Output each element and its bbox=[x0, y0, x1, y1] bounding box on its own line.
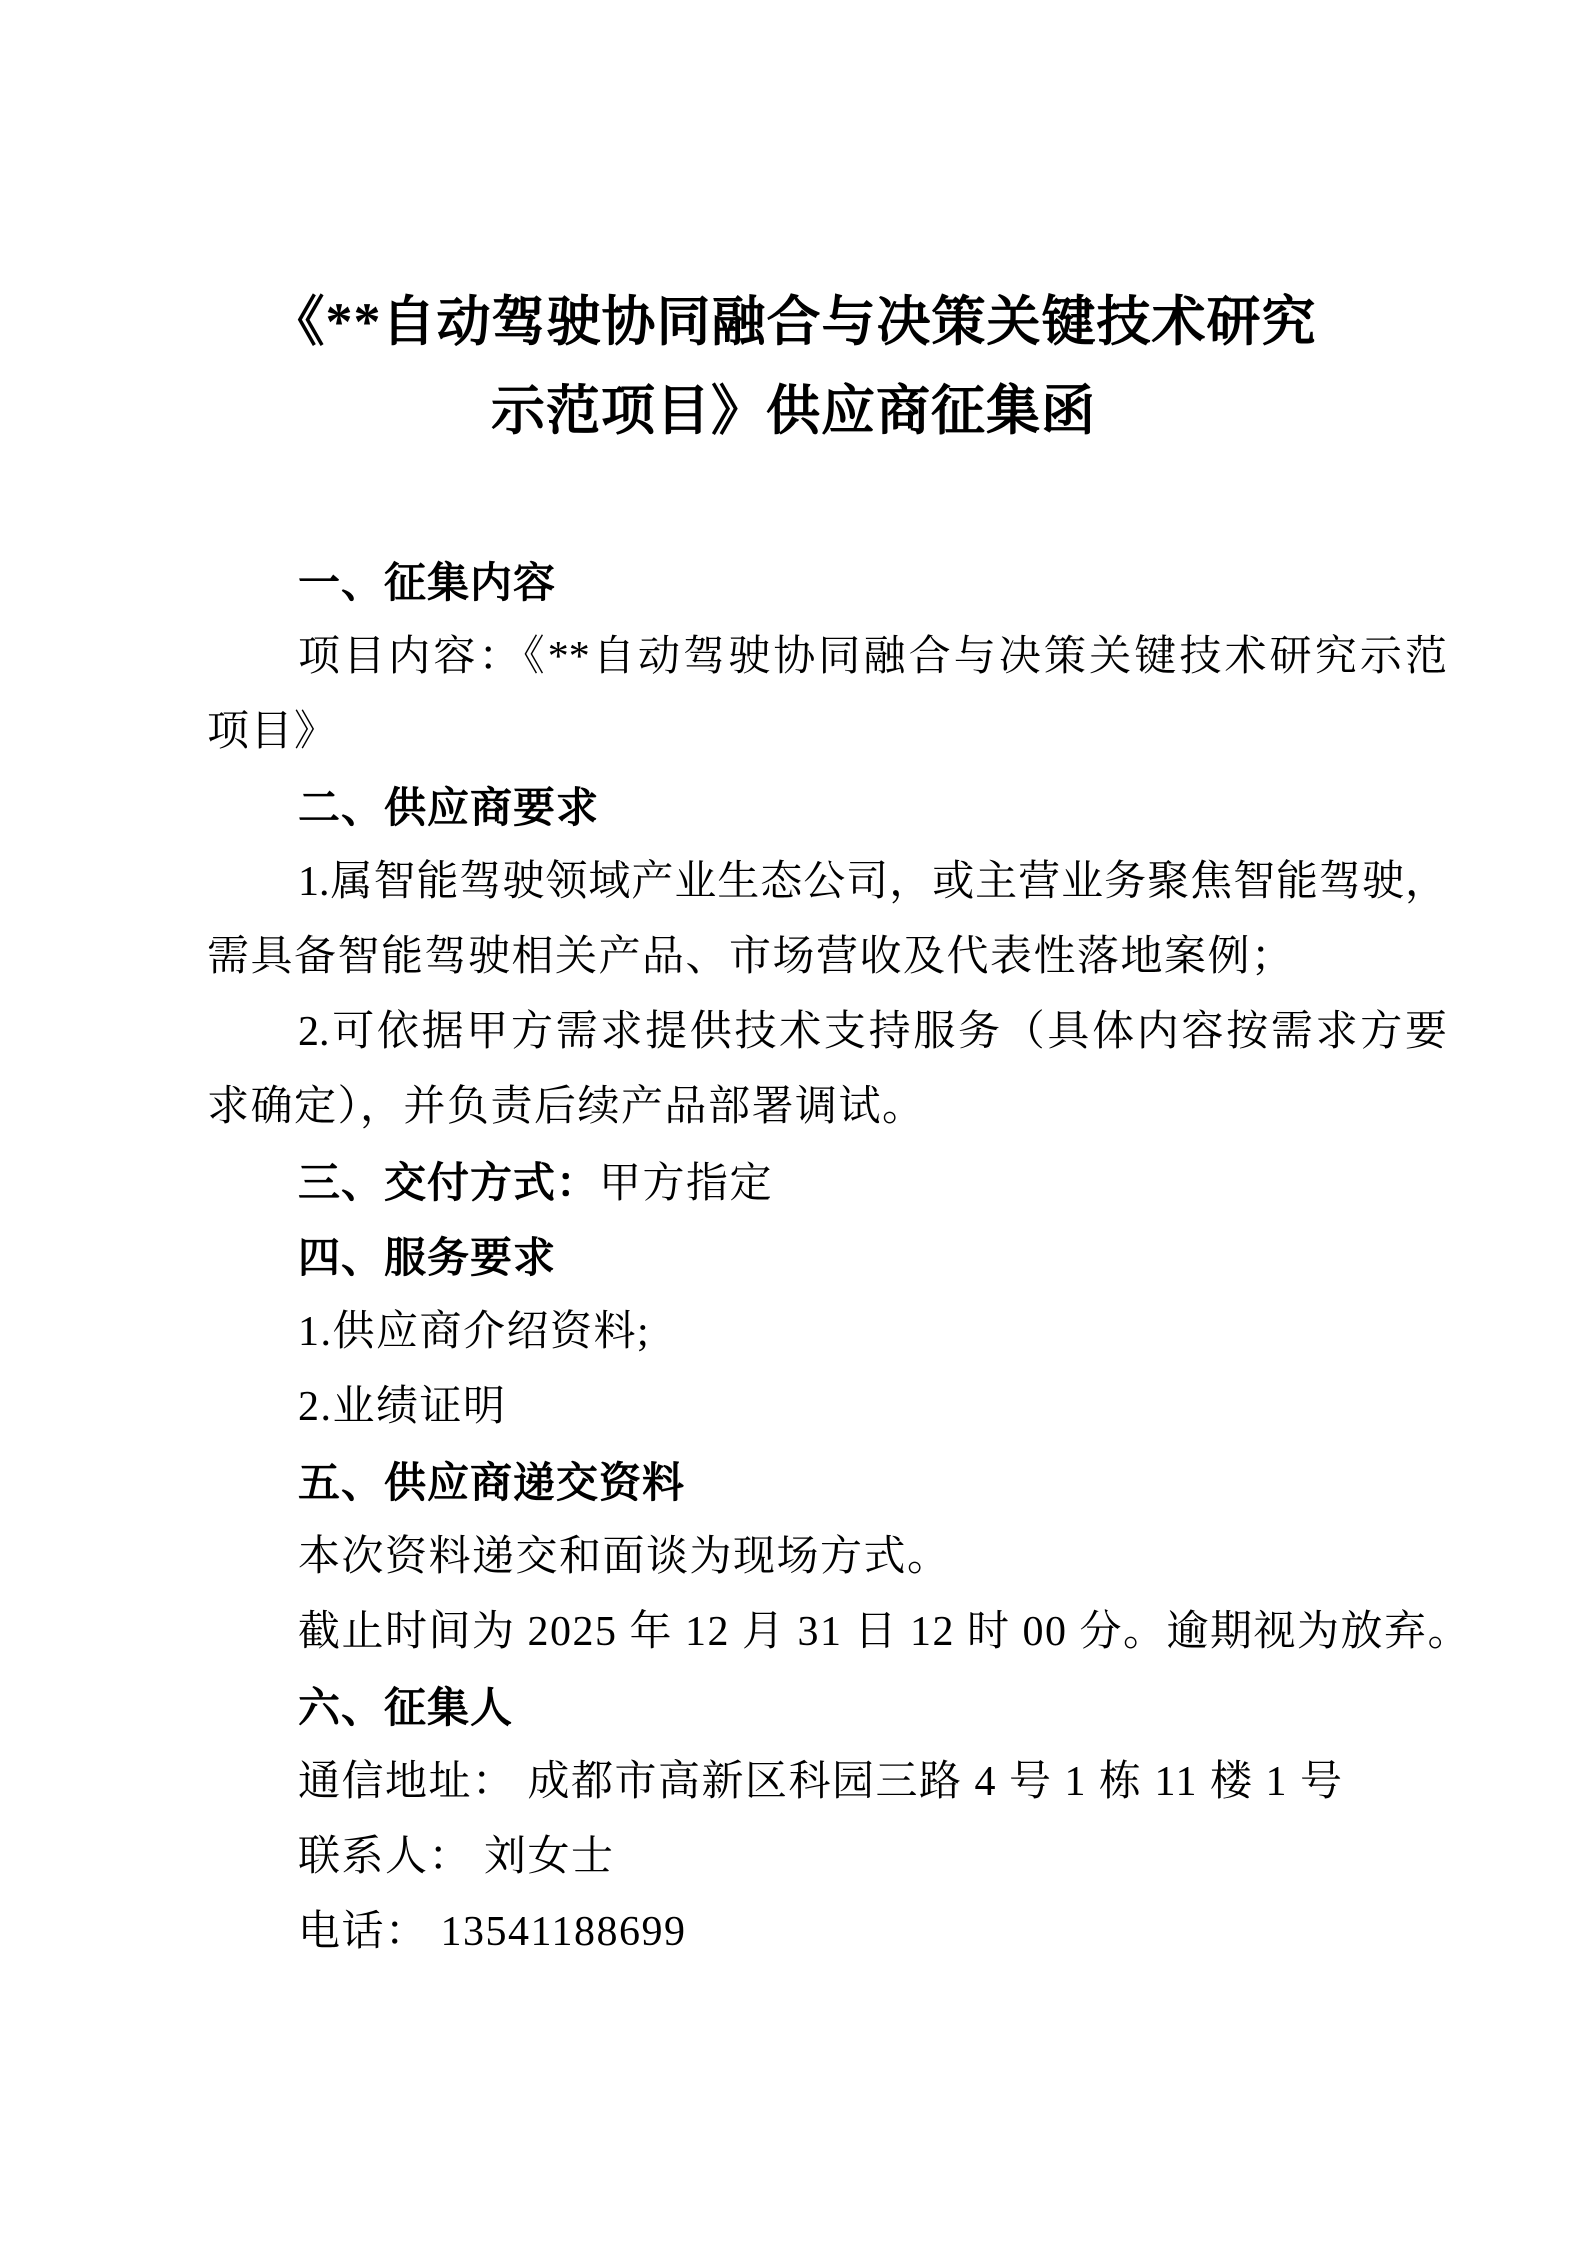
para-contact-person: 联系人： 刘女士 bbox=[298, 1834, 615, 1880]
para-requirement-1-cont: 需具备智能驾驶相关产品、市场营收及代表性落地案例； bbox=[207, 934, 1295, 980]
para-service-item-1: 1.供应商介绍资料; bbox=[298, 1309, 651, 1355]
para-deadline: 截止时间为 2025 年 12 月 31 日 12 时 00 分。逾期视为放弃。 bbox=[298, 1609, 1472, 1655]
para-submission-method: 本次资料递交和面谈为现场方式。 bbox=[298, 1534, 951, 1580]
para-mailing-address: 通信地址： 成都市高新区科园三路 4 号 1 栋 11 楼 1 号 bbox=[298, 1759, 1344, 1805]
document-title bbox=[0, 278, 1587, 456]
para-phone: 电话： 13541188699 bbox=[298, 1909, 687, 1955]
heading-service-requirements: 四、服务要求 bbox=[298, 1234, 557, 1281]
para-requirement-1: 1.属智能驾驶领域产业生态公司，或主营业务聚焦智能驾驶， bbox=[298, 859, 1447, 905]
para-project-content: 项目内容：《**自动驾驶协同融合与决策关键技术研究示范 bbox=[298, 634, 1447, 680]
document-body bbox=[207, 545, 1472, 1970]
title-line-1: 《**自动驾驶协同融合与决策关键技术研究 bbox=[270, 292, 1317, 352]
delivery-method-label: 三、交付方式： bbox=[298, 1159, 600, 1206]
para-requirement-2: 2.可依据甲方需求提供技术支持服务（具体内容按需求方要 bbox=[298, 1009, 1447, 1055]
para-requirement-2-cont: 求确定），并负责后续产品部署调试。 bbox=[207, 1084, 926, 1130]
heading-solicitation-content: 一、征集内容 bbox=[298, 559, 557, 606]
para-project-content-cont: 项目》 bbox=[207, 709, 338, 755]
heading-supplier-requirements: 二、供应商要求 bbox=[298, 784, 600, 831]
delivery-method-value: 甲方指定 bbox=[599, 1161, 774, 1207]
heading-delivery-method bbox=[207, 1145, 1447, 1220]
heading-submission-materials: 五、供应商递交资料 bbox=[298, 1459, 686, 1506]
heading-solicitor: 六、征集人 bbox=[298, 1684, 514, 1731]
title-line-2: 示范项目》供应商征集函 bbox=[491, 381, 1096, 441]
para-service-item-2: 2.业绩证明 bbox=[298, 1384, 507, 1430]
